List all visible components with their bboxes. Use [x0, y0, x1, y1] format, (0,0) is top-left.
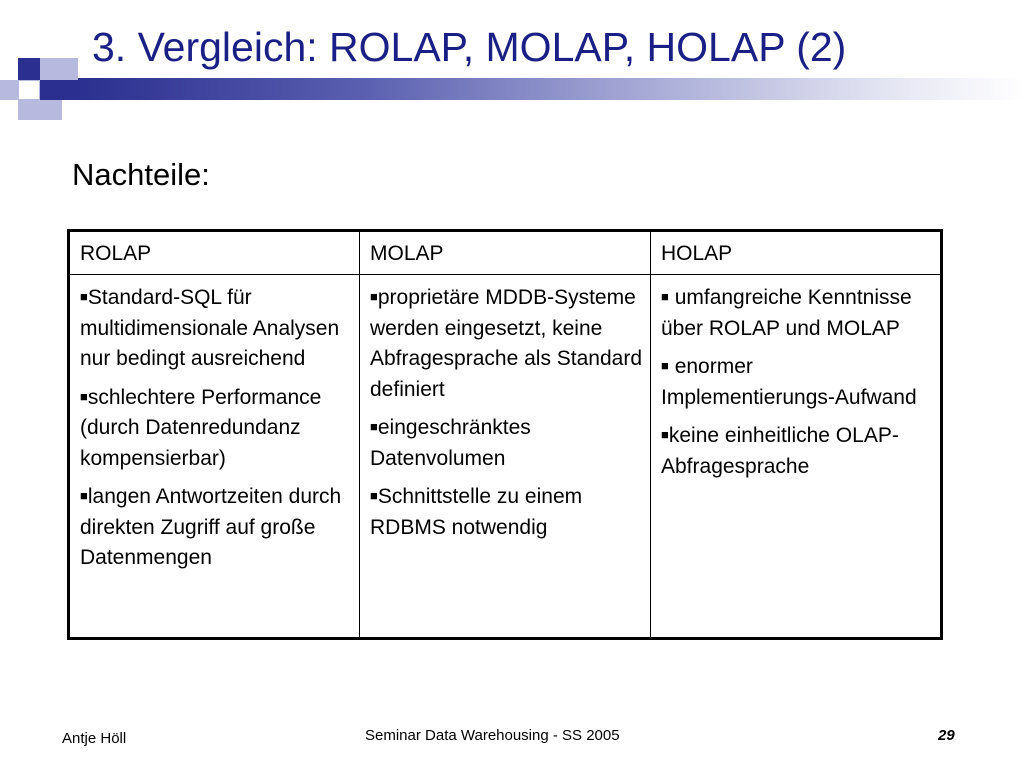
list-item-text: schlechtere Performance (durch Datenredundanz kompensierbar): [80, 385, 322, 470]
list-item: [80, 282, 351, 375]
table-row: [69, 275, 942, 639]
column-header-holap: HOLAP: [651, 231, 942, 275]
decoration-square: [18, 100, 40, 120]
column-header-molap: MOLAP: [360, 231, 651, 275]
cell-molap-disadvantages: [360, 275, 651, 639]
square-bullet-icon: ■: [370, 419, 378, 434]
cell-holap-disadvantages: [651, 275, 942, 639]
list-item-text: umfangreiche Kenntnisse über ROLAP und MOLAP: [661, 286, 912, 340]
slide-subtitle: Nachteile:: [72, 157, 210, 192]
list-item: [80, 481, 351, 574]
footer-course: Seminar Data Warehousing - SS 2005: [365, 727, 620, 744]
list-item-text: keine einheitliche OLAP-Abfragesprache: [661, 424, 899, 478]
list-item: [661, 420, 932, 482]
square-bullet-icon: ■: [80, 388, 88, 404]
page-number: 29: [938, 727, 955, 744]
decoration-square: [40, 100, 62, 120]
list-item-text: langen Antwortzeiten durch direkten Zugriff auf große Datenmengen: [80, 485, 342, 569]
decoration-square: [40, 80, 62, 100]
decoration-square: [18, 80, 40, 100]
square-bullet-icon: ■: [370, 289, 378, 304]
decoration-square: [18, 58, 40, 80]
decoration-square: [62, 80, 78, 100]
list-item: [80, 382, 351, 475]
list-item-text: Standard-SQL für multidimensionale Analysen nur bedingt ausreichend: [80, 286, 340, 370]
comparison-table: [67, 229, 943, 640]
list-item-text: enormer Implementierungs-Aufwand: [661, 355, 917, 409]
square-bullet-icon: ■: [661, 358, 669, 373]
decoration-square: [0, 80, 18, 100]
square-bullet-icon: ■: [80, 488, 88, 503]
decoration-square: [62, 58, 78, 80]
list-item-text: proprietäre MDDB-Systeme werden eingesetzt, keine Abfragesprache als Standard definiert: [370, 286, 643, 401]
square-bullet-icon: ■: [370, 488, 378, 503]
column-header-rolap: ROLAP: [69, 231, 360, 275]
list-item: [370, 282, 642, 405]
list-item: [661, 351, 932, 413]
footer-author: Antje Höll: [62, 730, 127, 747]
square-bullet-icon: ■: [80, 289, 88, 304]
title-gradient-bar: [78, 78, 1024, 100]
cell-rolap-disadvantages: [69, 275, 360, 639]
slide-title: 3. Vergleich: ROLAP, MOLAP, HOLAP (2): [92, 24, 847, 70]
list-item-text: Schnittstelle zu einem RDBMS notwendig: [370, 485, 583, 539]
decoration-square: [40, 58, 62, 80]
table-header-row: [69, 231, 942, 275]
list-item: [661, 282, 932, 344]
list-item-text: eingeschränktes Datenvolumen: [370, 416, 531, 470]
square-bullet-icon: ■: [661, 289, 669, 304]
list-item: [370, 481, 642, 543]
square-bullet-icon: ■: [661, 427, 669, 442]
corner-decoration: [0, 0, 80, 130]
list-item: [370, 412, 642, 474]
